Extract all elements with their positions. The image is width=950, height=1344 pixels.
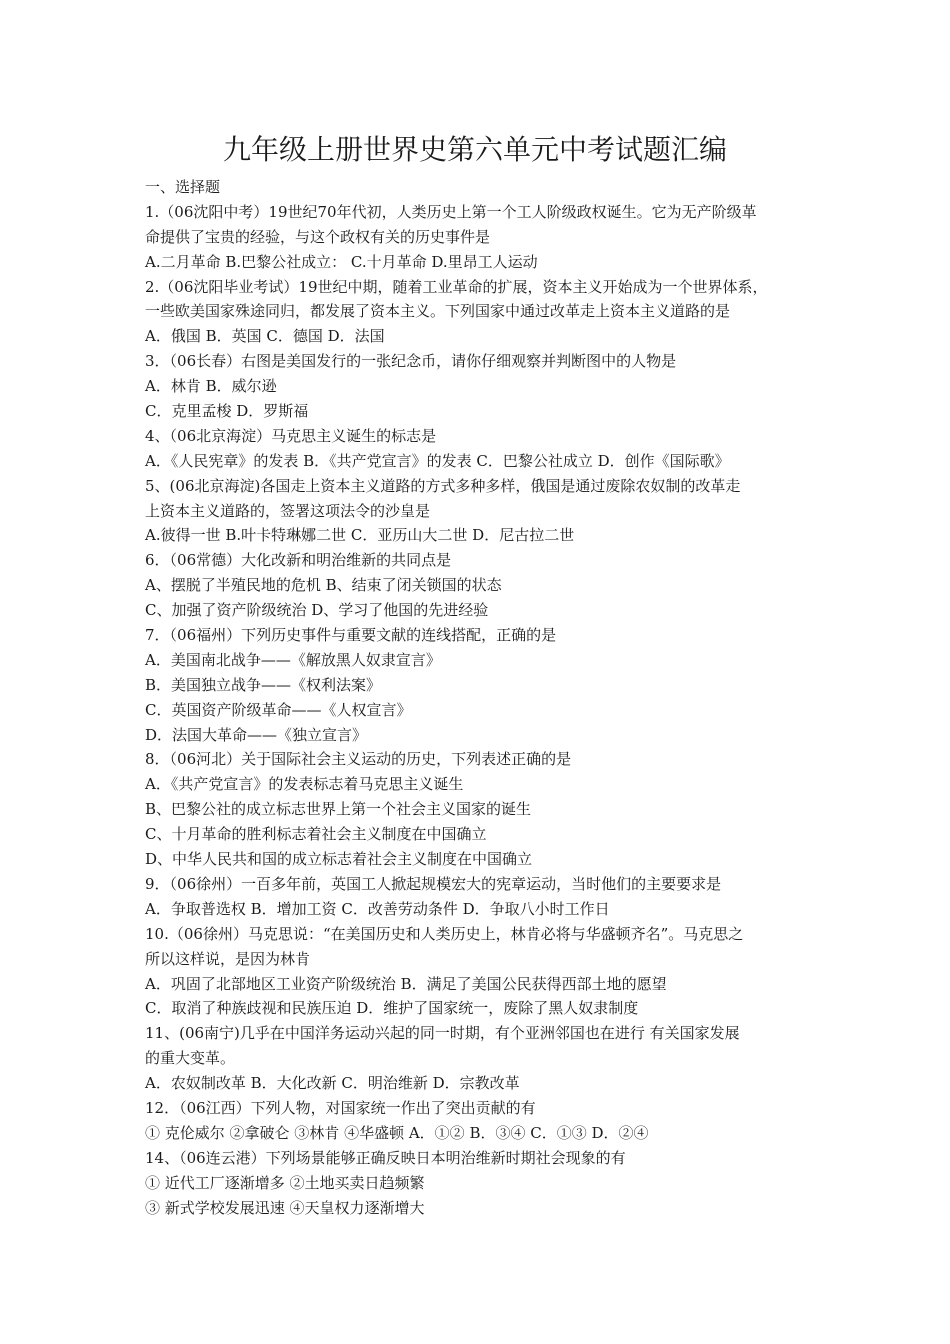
text-line: 2.（06沈阳毕业考试）19世纪中期，随着工业革命的扩展，资本主义开始成为一个世界体系，: [145, 277, 768, 296]
text-line: A.彼得一世 B.叶卡特琳娜二世 C．亚历山大二世 D．尼古拉二世: [145, 526, 575, 545]
text-line: 6．（06常德）大化改新和明治维新的共同点是: [145, 551, 452, 570]
text-line: D．法国大革命——《独立宣言》: [145, 725, 368, 744]
text-line: 4、（06北京海淀）马克思主义诞生的标志是: [145, 426, 437, 445]
text-line: 5、(06北京海淀)各国走上资本主义道路的方式多种多样，俄国是通过废除农奴制的改革走: [145, 476, 741, 495]
text-line: C．取消了种族歧视和民族压迫 D．维护了国家统一，废除了黑人奴隶制度: [145, 999, 639, 1018]
text-line: 7．（06福州）下列历史事件与重要文献的连线搭配，正确的是: [145, 626, 557, 645]
text-line: 3．（06长春）右图是美国发行的一张纪念币，请你仔细观察并判断图中的人物是: [145, 352, 677, 371]
text-line: 14、（06连云港）下列场景能够正确反映日本明治维新时期社会现象的有: [145, 1148, 626, 1167]
document-body: [145, 175, 815, 1220]
text-line: 一些欧美国家殊途同归，都发展了资本主义。下列国家中通过改革走上资本主义道路的是: [145, 302, 731, 321]
text-line: A．巩固了北部地区工业资产阶级统治 B．满足了美国公民获得西部土地的愿望: [145, 974, 667, 993]
text-line: ① 克伦威尔 ②拿破仑 ③林肯 ④华盛顿 A．①② B．③④ C．①③ D．②④: [145, 1123, 649, 1142]
text-line: A．林肯 B．威尔逊: [145, 377, 277, 396]
text-line: A、摆脱了半殖民地的危机 B、结束了闭关锁国的状态: [145, 576, 502, 595]
text-line: B．美国独立战争——《权利法案》: [145, 675, 382, 694]
text-line: 所以这样说，是因为林肯: [145, 949, 311, 968]
text-line: 9．（06徐州）一百多年前，英国工人掀起规模宏大的宪章运动，当时他们的主要要求是: [145, 874, 722, 893]
text-line: 12．（06江西）下列人物，对国家统一作出了突出贡献的有: [145, 1098, 536, 1117]
text-line: 8．（06河北）关于国际社会主义运动的历史，下列表述正确的是: [145, 750, 572, 769]
text-line: A．争取普选权 B．增加工资 C．改善劳动条件 D．争取八小时工作日: [145, 899, 610, 918]
text-line: C、十月革命的胜利标志着社会主义制度在中国确立: [145, 825, 487, 844]
text-line: 的重大变革。: [145, 1049, 236, 1068]
text-line: 上资本主义道路的，签署这项法令的沙皇是: [145, 501, 431, 520]
text-line: 1.（06沈阳中考）19世纪70年代初，人类历史上第一个工人阶级政权诞生。它为无产阶级革: [145, 202, 757, 221]
text-line: A．俄国 B．英国 C．德国 D．法国: [145, 327, 385, 346]
text-line: C．英国资产阶级革命——《人权宣言》: [145, 700, 412, 719]
text-line: C、加强了资产阶级统治 D、学习了他国的先进经验: [145, 601, 489, 620]
text-line: A．《人民宪章》的发表 B．《共产党宣言》的发表 C．巴黎公社成立 D．创作《国际歌》: [145, 451, 730, 470]
text-line: 11、(06南宁)几乎在中国洋务运动兴起的同一时期，有个亚洲邻国也在进行 有关国家发展: [145, 1024, 740, 1043]
text-line: A．美国南北战争——《解放黑人奴隶宣言》: [145, 650, 441, 669]
text-line: 一、选择题: [145, 178, 221, 196]
text-line: A．农奴制改革 B．大化改新 C．明治维新 D．宗教改革: [145, 1074, 520, 1093]
text-line: A．《共产党宣言》的发表标志着马克思主义诞生: [145, 775, 464, 794]
text-line: A.二月革命 B.巴黎公社成立： C.十月革命 D.里昂工人运动: [145, 252, 538, 271]
text-line: B、巴黎公社的成立标志世界上第一个社会主义国家的诞生: [145, 800, 532, 819]
text-line: 10.（06徐州）马克思说：“在美国历史和人类历史上，林肯必将与华盛顿齐名”。马克思之: [145, 924, 744, 943]
text-line: ③ 新式学校发展迅速 ④天皇权力逐渐增大: [145, 1198, 425, 1217]
text-line: 命提供了宝贵的经验，与这个政权有关的历史事件是: [145, 227, 491, 246]
text-line: D、中华人民共和国的成立标志着社会主义制度在中国确立: [145, 850, 533, 869]
text-line: C．克里孟梭 D．罗斯福: [145, 402, 309, 421]
text-line: ① 近代工厂逐渐增多 ②土地买卖日趋频繁: [145, 1173, 425, 1192]
document-title: 九年级上册世界史第六单元中考试题汇编: [222, 133, 727, 166]
